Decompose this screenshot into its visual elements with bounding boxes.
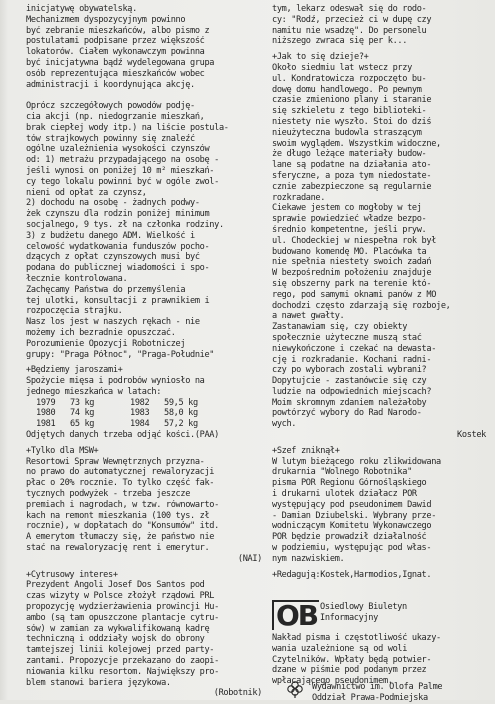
text-line: Prezydent Angoli Josef Dos Santos pod — [26, 580, 205, 591]
consumption-year: 1984 — [130, 419, 150, 430]
ob-logo-badge: OB — [272, 600, 319, 630]
notice-line: wpłacającego pseudonimem. — [272, 676, 393, 687]
text-line: pisma POR Regionu Górnośląskiego — [272, 478, 427, 489]
text-line: premiach i nagrodach, w tzw. równowarto- — [26, 499, 219, 510]
text-line: się obszerny park na terenie któ- — [272, 278, 432, 289]
editors-line: +Redagują:Kostek,Harmodios,Ignat. — [272, 569, 432, 580]
consumption-value: 74 kg — [70, 408, 95, 419]
text-line: celowość wydatkowania funduszów pocho- — [26, 241, 210, 252]
section-heading: +Jak to się dzieje?+ — [272, 52, 369, 63]
text-line: nym nazwiskiem. — [272, 553, 345, 564]
text-line: cznie zabezpieczone są regularnie — [272, 181, 432, 192]
text-line: techniczną i oddziały wojsk do obrony — [26, 634, 205, 645]
signature: (Robotnik) — [213, 688, 262, 699]
text-line: Zastanawiam się, czy obiekty — [272, 322, 408, 333]
text-line: 3) z budżetu danego ADM. Wielkość i — [26, 230, 195, 241]
text-line: być inicjatywna bądź wydelegowana grupa — [26, 57, 215, 68]
text-line: żek czynszu dla rodzin poniżej minimum — [26, 209, 210, 220]
text-line: brak ciepłej wody itp.) na liście postula- — [26, 122, 229, 133]
consumption-year: 1982 — [130, 397, 150, 408]
text-line: tej ulotki, konsultacji z prawnikiem i — [26, 295, 210, 306]
flower-logo-icon — [286, 680, 304, 698]
text-line: wodniczącym Komitetu Wykonawczego — [272, 521, 432, 532]
text-line: lokatorów. Ciałem wykonawczym powinna — [26, 47, 205, 58]
text-line: łecznie kontrolowana. — [26, 273, 128, 284]
text-line: Moim skromnym zdaniem należałoby — [272, 397, 427, 408]
section-heading: +Będziemy jaroszami+ — [26, 365, 123, 376]
text-line: tycznych podwyżek - trzeba jeszcze — [26, 489, 191, 500]
text-line: cję i rozkradanie. Kochani radni- — [272, 354, 432, 365]
consumption-value: 73 kg — [70, 397, 95, 408]
left-column — [26, 4, 262, 699]
text-line: Dopytujcie - zastanówcie się czy — [272, 376, 427, 387]
text-line: no prawo do automatycznej rewaloryzacji — [26, 467, 215, 478]
text-line: w podziemiu, występując pod włas- — [272, 543, 432, 554]
text-line: socjalnego, 9 tys. zł na członka rodziny. — [26, 219, 224, 230]
bulletin-notice — [272, 633, 441, 687]
consumption-year: 1983 — [130, 408, 150, 419]
text-line: namitu nie wsadzę". Do personelu — [272, 25, 427, 36]
right-column — [272, 4, 486, 580]
consumption-row — [26, 408, 262, 419]
text-line: sów) w zamian za wykwalifikowaną kadrę — [26, 623, 210, 634]
text-line: ambo (są tam opuszczone plantacje cytru- — [26, 612, 219, 623]
text-line: niższego zwraca się per k... — [272, 36, 408, 47]
consumption-value: 57,2 kg — [164, 419, 198, 430]
text-line: kach na remont mieszkania (100 tys. zł — [26, 510, 210, 521]
section-heading: +Tylko dla MSW+ — [26, 445, 99, 456]
publisher-line: Oddział Prawa-Podmiejska — [312, 692, 428, 703]
text-line: nie spełnia niestety swoich zadań — [272, 257, 432, 268]
text-line: dowę domu handlowego. Po pewnym — [272, 84, 422, 95]
text-line: rozkradane. — [272, 192, 326, 203]
text-line: wych. — [272, 419, 297, 430]
text-line: Resortowi Spraw Wewnętrznych przyzna- — [26, 456, 205, 467]
bulletin-title-line: Informacyjny — [320, 612, 378, 623]
text-line: budowano komendę MO. Placówka ta — [272, 246, 427, 257]
text-line: postulatami podpisane przez większość — [26, 36, 205, 47]
text-line: ludzie na odpowiednich miejscach? — [272, 386, 432, 397]
text-line: Zachęcamy Państwa do przemyślenia — [26, 284, 186, 295]
text-line: nieni od opłat za czynsz, — [26, 187, 147, 198]
text-line: a nawet gwałty. — [272, 311, 345, 322]
text-line: cy: "Rodź, przecież ci w dupę czy — [272, 14, 432, 25]
text-line: płac o 20% rocznie. To tylko część fak- — [26, 478, 215, 489]
publisher-line: Wydawnictwo im. Olofa Palme — [312, 682, 443, 692]
text-line: zantami. Propozycje przekazano do zaopi- — [26, 656, 219, 667]
consumption-row — [26, 419, 262, 430]
notice-line: Nakład pisma i częstotliwość ukazy- — [272, 633, 441, 643]
text-line: tamtejszej linii kolejowej przed party- — [26, 645, 215, 656]
text-line: - Damian Dziubelski. Wybrany prze- — [272, 510, 437, 521]
text-line: sprawie powiedzieć władze bezpo- — [272, 214, 427, 225]
notice-line: Czytelników. Wpłaty będą potwier- — [272, 654, 432, 665]
text-line: 2) dochodu na osobę - żadnych podwy- — [26, 198, 200, 209]
text-line: jeśli wynosi on poniżej 10 m² mieszkań- — [26, 165, 215, 176]
text-line: Odjętych danych trzeba odjąć kości.(PAA) — [26, 430, 219, 441]
notice-line: dzane w piśmie pod podanym przez — [272, 665, 427, 676]
text-line: i drukarni ulotek działacz POR — [272, 489, 417, 500]
text-line: występujący pod pseudonimem Dawid — [272, 499, 432, 510]
text-line: blem stanowi bariera językowa. — [26, 677, 171, 688]
consumption-year: 1979 — [36, 397, 56, 408]
text-line: Oprócz szczegółowych powodów podję- — [26, 101, 195, 112]
blank-line — [26, 90, 262, 101]
text-line: czasie zmieniono plany i staranie — [272, 95, 432, 106]
text-line: lane są podatne na działania ato- — [272, 160, 432, 171]
text-line: drukarnia "Wolnego Robotnika" — [272, 467, 412, 478]
text-line: osób reprezentująca mieszkańców wobec — [26, 68, 205, 79]
text-line: dochodzi często zdarzają się rozboje, — [272, 300, 451, 311]
text-line: czas wizyty w Polsce złożył rządowi PRL — [26, 591, 215, 602]
text-line: stać na rewaloryzację rent i emerytur. — [26, 543, 210, 554]
signature: Kostek — [457, 430, 486, 441]
text-line: W lutym bieżącego roku zlikwidowana — [272, 456, 441, 467]
text-line: Spożycie mięsa i podrobów wyniosło na — [26, 376, 205, 387]
text-line: społecznie użyteczne muszą stać — [272, 332, 422, 343]
consumption-row — [26, 398, 262, 409]
text-line: podana do publicznej wiadomości i spo- — [26, 263, 210, 274]
text-line: jednego mieszkańca w latach: — [26, 386, 162, 397]
section-heading: +Cytrusowy interes+ — [26, 569, 118, 580]
text-line: się szkieletu z tego biblioteki- — [272, 106, 427, 117]
text-line: że długo leżące materiały budow- — [272, 149, 427, 160]
text-line: rozpoczęcia strajku. — [26, 306, 123, 317]
notice-line: wania uzależnione są od woli — [272, 643, 408, 654]
text-line: być zebranie mieszkańców, albo pismo z — [26, 25, 210, 36]
signature: (NAI) — [237, 553, 262, 564]
text-line: możemy ich bezradnie opuszczać. — [26, 327, 176, 338]
text-line: ul. Kondratowicza rozpoczęto bu- — [272, 73, 427, 84]
text-line: swoim wyglądem. Wszystkim widoczne, — [272, 138, 441, 149]
text-line: POR będzie prowadził działalność — [272, 532, 427, 543]
text-line: dzących z opłat czynszowych musi być — [26, 252, 200, 263]
text-line: Około siedmiu lat wstecz przy — [272, 62, 412, 73]
text-line: czy po wyborach zostali wybrani? — [272, 365, 427, 376]
text-line: ul. Chodeckiej w niespełna rok był — [272, 235, 437, 246]
text-line: Porozumienie Opozycji Robotniczej — [26, 338, 186, 349]
text-line: niewykończone i czekać na dewasta- — [272, 343, 437, 354]
consumption-year: 1980 — [36, 408, 56, 419]
consumption-value: 58,0 kg — [164, 408, 198, 419]
bulletin-title-line: Osiedlowy Biuletyn — [320, 602, 407, 612]
text-line: rego, pod samymi oknami panów z MO — [272, 289, 437, 300]
text-line: tów strajkowych powinny się znaleźć — [26, 133, 195, 144]
text-line: niestety nie wyszło. Stoi do dziś — [272, 116, 432, 127]
text-line: średnio kompetentne, jeśli pryw. — [272, 224, 427, 235]
text-line: propozycję wydzierżawienia prowincji Hu- — [26, 602, 219, 613]
text-line: W bezpośrednim położeniu znajduje — [272, 268, 432, 279]
text-line: sferyczne, a poza tym niedostate- — [272, 170, 432, 181]
text-line: A emerytom tłumaczy się, że państwo nie — [26, 532, 215, 543]
text-line: grupy: "Praga Północ", "Praga-Południe" — [26, 349, 215, 360]
text-line: cy tego lokalu powinni być w ogóle zwol- — [26, 176, 219, 187]
section-heading: +Szef zniknął+ — [272, 445, 340, 456]
text-line: administracji i koordynująca akcję. — [26, 79, 195, 90]
text-line: Nasz los jest w naszych rękach - nie — [26, 317, 200, 328]
text-line: cia akcji (np. niedogrzanie mieszkań, — [26, 111, 205, 122]
publisher — [312, 682, 442, 704]
consumption-value: 65 kg — [70, 419, 95, 430]
text-line: nieużyteczna budowla straszącym — [272, 127, 422, 138]
consumption-year: 1981 — [36, 419, 56, 430]
text-line: inicjatywę obywatelską. — [26, 4, 137, 14]
text-line: Ciekawe jestem co mogłoby w tej — [272, 203, 422, 214]
text-line: tym, lekarz odeswał się do rodo- — [272, 4, 427, 14]
consumption-value: 59,5 kg — [164, 397, 198, 408]
bulletin-title — [320, 602, 407, 624]
text-line: niowania kilku resortom. Największy pro- — [26, 666, 219, 677]
text-line: Mechanizmem dyspozycyjnym powinno — [26, 14, 186, 25]
text-line: rocznie), w dopłatach do "Konsumów" itd. — [26, 521, 219, 532]
text-line: powtórzyć wybory do Rad Narodo- — [272, 408, 422, 419]
text-line: od: 1) metrażu przypadającego na osobę - — [26, 155, 219, 166]
text-line: ogólne uzależnienia wysokości czynszów — [26, 144, 210, 155]
